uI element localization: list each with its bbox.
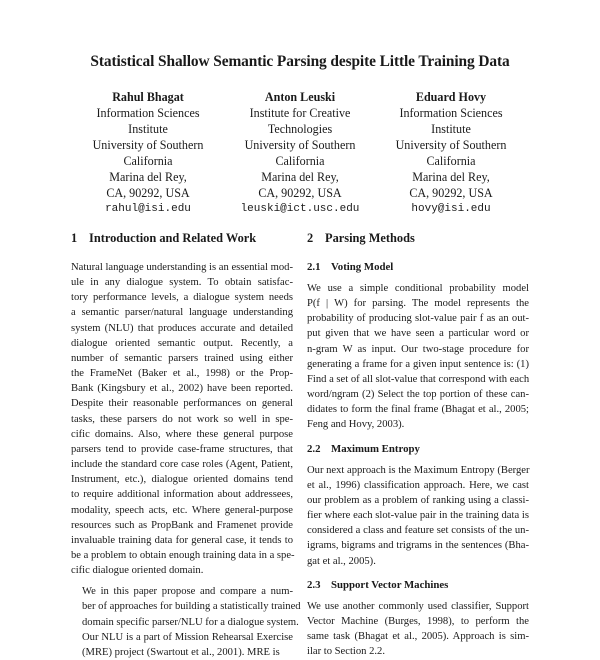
text-line: We use a simple conditional probability model (307, 283, 529, 294)
text-line: generating a frame for a given input sentence is: (1) (307, 358, 529, 370)
text-line: Feng and Hovy, 2003). (307, 419, 405, 431)
intro-paragraph-2 (71, 584, 301, 660)
affiliation-line: University of Southern (244, 138, 356, 152)
subsection-title: Support Vector Machines (331, 578, 449, 591)
affiliation-line: California (123, 154, 173, 168)
affiliation-line: California (426, 154, 476, 168)
author-name: Anton Leuski (264, 90, 336, 104)
subsection-number: 2.2 (307, 442, 321, 455)
text-line: cific domains. Also, where these general purpose (71, 428, 293, 440)
affiliation-line: Marina del Rey, (412, 170, 490, 184)
subsection-heading-svm (307, 578, 529, 593)
text-line: our problem as a problem of ranking using a classi- (307, 494, 529, 506)
text-line: same task (Bhagat et al., 2005). Approach is sim- (307, 630, 529, 642)
paper-title: Statistical Shallow Semantic Parsing despite Little Training Data (90, 53, 510, 70)
affiliation-line: University of Southern (92, 138, 204, 152)
text-line: put given that we have seen a particular word or (307, 328, 529, 340)
author-email: leuski@ict.usc.edu (240, 203, 360, 215)
text-line: fier where each slot-value pair in the training data is (307, 510, 529, 522)
affiliation-line: Information Sciences (399, 106, 503, 120)
text-line: domain specific parser/NLU for a dialogue system. (82, 616, 299, 628)
section-title: Introduction and Related Work (89, 231, 257, 245)
affiliation-line: CA, 90292, USA (106, 186, 190, 200)
text-line: Find a set of all slot-value that correspond with each (307, 373, 530, 385)
text-line: include the standard core case roles (Agent, Patient, (71, 459, 293, 471)
section-number: 2 (307, 231, 314, 245)
text-line: parsers tend to provide case-frame structures, that (71, 443, 293, 455)
text-line: (MRE) project (Swartout et al., 2001). MRE is (82, 646, 280, 658)
text-line: considered a class and feature set consists of the un- (307, 525, 529, 537)
text-line: ilar to Section 2.2. (307, 646, 385, 658)
affiliation-line: Institute (431, 122, 471, 136)
affiliation-line: Institute for Creative (249, 106, 351, 120)
text-line: We use another commonly used classifier, Support (307, 600, 529, 612)
text-line: Despite their reasonable performances on general (71, 398, 293, 410)
text-line: be a problem to obtain enough training data in a spe- (71, 549, 295, 561)
text-line: cific dialogue oriented domain. (71, 565, 204, 577)
text-line: et al., 1996) classification approach. Here, we cast (307, 479, 529, 491)
text-line: didates to form the final frame (Bhagat et al., 2005; (307, 404, 529, 416)
text-line: Natural language understanding is an essential mod- (71, 262, 293, 273)
section-title: Parsing Methods (325, 231, 415, 245)
text-line: Bank (Kingsbury et al., 2002) have been reported. (71, 383, 293, 395)
text-line: n-gram W as input. Our two-stage procedure for (307, 343, 529, 355)
right-column (307, 230, 529, 659)
text-line: igrams, bigrams and trigrams in the sentences (Bha- (307, 540, 529, 552)
text-line: ule in any dialogue system. To obtain satisfac- (71, 277, 293, 289)
author-name: Rahul Bhagat (112, 90, 184, 104)
affiliation-line: California (275, 154, 325, 168)
text-line: resources such as PropBank and Framenet provide (71, 519, 293, 531)
text-line: tory performance levels, a dialogue system needs (71, 292, 293, 304)
text-line: modality, speech acts, etc. Where general-purpose (71, 504, 293, 516)
text-line: Instrument, etc.), dialogue oriented domains tend (71, 474, 293, 486)
text-line: invaluable training data for general case, it tends to (71, 534, 293, 546)
affiliation-line: Institute (128, 122, 168, 136)
text-line: Vector Machine (Burges, 1998), to perform the (307, 615, 529, 627)
affiliation-line: Technologies (267, 122, 333, 136)
subsection-number: 2.3 (307, 578, 321, 591)
voting-model-paragraph (307, 281, 529, 433)
intro-paragraph-1 (71, 260, 293, 578)
author-eduard-hovy (351, 89, 551, 217)
text-line: to require additional information about addressees, (71, 489, 293, 501)
svm-paragraph (307, 599, 529, 660)
text-line: word/ngram (2) Select the top portion of these can- (307, 389, 529, 401)
text-line: Our next approach is the Maximum Entropy (Berger (307, 464, 530, 476)
subsection-heading-voting-model (307, 260, 529, 275)
author-email: rahul@isi.edu (105, 203, 191, 215)
affiliation-line: University of Southern (395, 138, 507, 152)
subsection-title: Maximum Entropy (331, 442, 420, 455)
text-line: a semantic parser/natural language understanding (71, 307, 293, 319)
section-heading-introduction (71, 230, 293, 246)
author-email: hovy@isi.edu (411, 203, 491, 215)
author-name: Eduard Hovy (415, 90, 487, 104)
maximum-entropy-paragraph (307, 463, 529, 569)
affiliation-line: Marina del Rey, (261, 170, 339, 184)
text-line: tasks, these parsers do not work so well in spe- (71, 413, 293, 425)
affiliation-line: CA, 90292, USA (409, 186, 493, 200)
text-line: the FrameNet (Baker et al., 1998) or the Prop- (71, 368, 293, 380)
subsection-number: 2.1 (307, 261, 321, 273)
affiliation-line: CA, 90292, USA (258, 186, 342, 200)
left-column (71, 230, 301, 660)
text-line: Our NLU is a part of Mission Rehearsal Exercise (82, 631, 293, 643)
text-line: P(f | W) for parsing. The model represents the (307, 298, 529, 310)
text-line: number of semantic parsers trained using either (71, 352, 293, 364)
subsection-heading-maximum-entropy (307, 442, 529, 457)
text-line: ber of approaches for building a statistically trained (82, 601, 301, 613)
affiliation-line: Information Sciences (96, 106, 200, 120)
text-line: system (NLU) that produces accurate and detailed (71, 322, 293, 334)
text-line: We in this paper propose and compare a num- (82, 586, 293, 598)
text-line: probability of producing slot-value pair f as an out- (307, 313, 529, 325)
section-number: 1 (71, 231, 78, 245)
section-heading-parsing-methods (307, 230, 529, 246)
text-line: dialogue oriented semantic output. Recently, a (71, 337, 293, 349)
affiliation-line: Marina del Rey, (109, 170, 187, 184)
text-line: gat et al., 2005). (307, 555, 376, 567)
subsection-title: Voting Model (331, 261, 394, 273)
